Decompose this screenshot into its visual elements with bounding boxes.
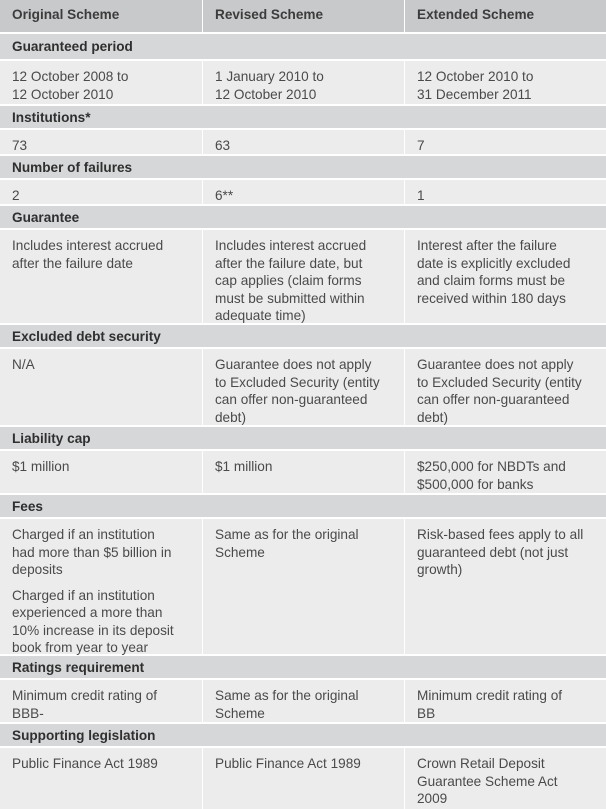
cell-line: Includes interest accrued [12, 238, 164, 253]
cell-line: debt) [417, 409, 448, 425]
cell-original [0, 680, 202, 722]
cell-line: Same as for the original [215, 688, 359, 703]
cell-extended [404, 680, 606, 722]
section-title-supporting-legislation: Supporting legislation [0, 724, 606, 746]
cell-line: Scheme [215, 705, 265, 721]
section-title-liability-cap: Liability cap [0, 427, 606, 449]
cell-line: must be submitted within [215, 290, 365, 306]
fees-paragraph-1 [12, 526, 190, 579]
cell-line: Minimum credit rating of [417, 688, 563, 703]
cell-line: debt) [215, 409, 246, 425]
cell-line: $250,000 for NBDTs and [417, 459, 566, 474]
cell-line: date is explicitly excluded [417, 255, 571, 271]
cell-line: BB [417, 705, 436, 721]
cell-line: Charged if an institution [12, 527, 155, 542]
cell-revised: 63 [202, 130, 404, 154]
cell-original: 73 [12, 138, 28, 153]
cell-line: and claim forms must be [417, 273, 566, 288]
cell-line: Scheme [215, 544, 265, 560]
cell-line: 12 October 2008 to [12, 69, 129, 84]
cell-line: Charged if an institution [12, 587, 155, 603]
cell-line: 2009 [417, 791, 448, 806]
cell-extended [404, 748, 606, 809]
cell-line: can offer non-guaranteed [417, 392, 570, 407]
table-row [0, 61, 606, 104]
cell-line: can offer non-guaranteed [215, 392, 368, 407]
cell-line: guaranteed debt (not just [417, 544, 569, 560]
cell-original [0, 230, 202, 323]
cell-line: 10% increase in its deposit [12, 622, 174, 638]
cell-line: received within 180 days [417, 290, 566, 306]
cell-revised [202, 61, 404, 104]
cell-line: growth) [417, 562, 463, 577]
table-row [0, 680, 606, 722]
section-title-institutions: Institutions* [0, 106, 606, 128]
cell-extended: 1 [404, 180, 606, 204]
cell-revised: Public Finance Act 1989 [202, 748, 404, 809]
cell-line: book from year to year [12, 640, 148, 655]
cell-line: Includes interest accrued [215, 238, 367, 253]
cell-extended [404, 349, 606, 425]
cell-line: 1 January 2010 to [215, 69, 324, 84]
cell-line: Interest after the failure [417, 238, 557, 253]
cell-revised [202, 519, 404, 654]
table-row [0, 230, 606, 323]
section-title-guarantee: Guarantee [0, 206, 606, 228]
cell-original [0, 61, 202, 104]
cell-line: cap applies (claim forms [215, 273, 362, 288]
fees-paragraph-2 [12, 587, 190, 657]
cell-line: Guarantee does not apply [417, 357, 574, 372]
cell-line: 31 December 2011 [417, 86, 532, 102]
cell-line: Guarantee Scheme Act [417, 773, 558, 789]
cell-extended [404, 451, 606, 493]
cell-line: Guarantee does not apply [215, 357, 372, 372]
cell-line: 12 October 2010 [12, 86, 114, 102]
header-extended-scheme: Extended Scheme [404, 0, 606, 32]
header-revised-scheme: Revised Scheme [202, 0, 404, 32]
cell-extended [404, 230, 606, 323]
cell-line: Risk-based fees apply to all [417, 527, 584, 542]
header-original-scheme: Original Scheme [12, 7, 120, 22]
cell-line: adequate time) [215, 308, 306, 323]
table-row [0, 130, 606, 154]
cell-original: $1 million [12, 459, 70, 474]
cell-original: 2 [12, 188, 20, 203]
cell-extended [404, 61, 606, 104]
table-row [0, 180, 606, 204]
table-header-row [0, 0, 606, 34]
cell-revised: 6** [202, 180, 404, 204]
table-row [0, 451, 606, 493]
cell-revised: $1 million [202, 451, 404, 493]
cell-line: to Excluded Security (entity [215, 374, 380, 390]
cell-extended [404, 519, 606, 654]
section-title-number-of-failures: Number of failures [0, 156, 606, 178]
table-row [0, 519, 606, 654]
cell-line: Minimum credit rating of [12, 688, 158, 703]
cell-line: Same as for the original [215, 527, 359, 542]
cell-line: experienced a more than [12, 605, 163, 620]
cell-line: 12 October 2010 to [417, 69, 534, 84]
section-title-excluded-debt-security: Excluded debt security [0, 325, 606, 347]
cell-original: N/A [12, 357, 35, 372]
cell-revised [202, 680, 404, 722]
section-title-ratings-requirement: Ratings requirement [0, 656, 606, 678]
cell-line: after the failure date, but [215, 255, 363, 271]
cell-line: after the failure date [12, 255, 133, 271]
cell-revised [202, 230, 404, 323]
table-row [0, 349, 606, 425]
section-title-guaranteed-period: Guaranteed period [0, 34, 606, 59]
cell-line: BBB- [12, 705, 44, 721]
cell-line: Crown Retail Deposit [417, 756, 545, 771]
cell-line: deposits [12, 562, 63, 577]
section-title-fees: Fees [0, 495, 606, 517]
cell-line: 12 October 2010 [215, 86, 317, 102]
cell-revised [202, 349, 404, 425]
cell-line: to Excluded Security (entity [417, 374, 582, 390]
cell-original [0, 519, 202, 654]
cell-line: $500,000 for banks [417, 476, 534, 492]
cell-extended: 7 [404, 130, 606, 154]
table-row [0, 748, 606, 809]
cell-original: Public Finance Act 1989 [12, 756, 158, 771]
cell-line: had more than $5 billion in [12, 544, 172, 560]
